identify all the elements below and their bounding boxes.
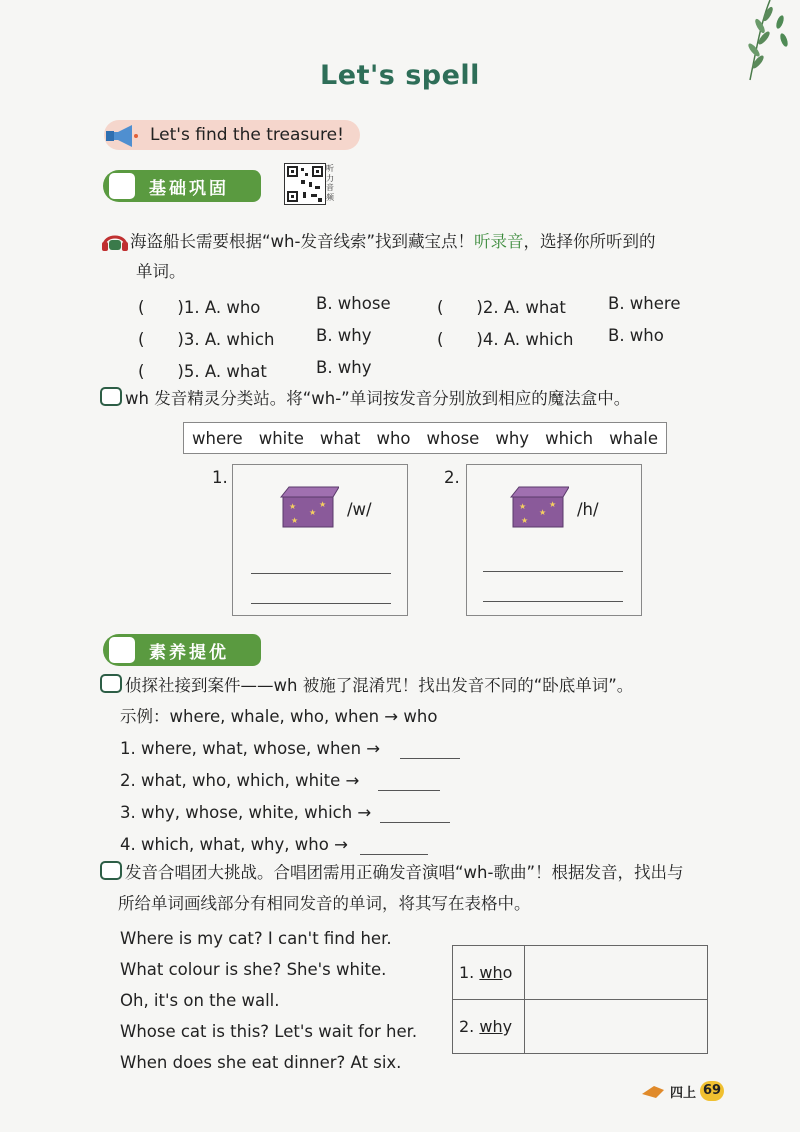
box-2-number: 2.: [444, 468, 460, 487]
word-bank-item: whale: [609, 428, 658, 448]
banner-text: Let's find the treasure!: [150, 125, 344, 145]
section-badge-basic: [103, 170, 261, 202]
page-footer: [640, 1081, 724, 1101]
trophy-icon: [109, 637, 135, 663]
answer-line[interactable]: [483, 571, 623, 572]
qr-code-icon[interactable]: [284, 163, 326, 205]
word-bank-item: who: [376, 428, 411, 448]
answer-line[interactable]: [380, 822, 450, 823]
magic-box-h: [466, 464, 642, 616]
underlined-part: wh: [479, 963, 503, 982]
table-cell-word: [453, 1000, 525, 1054]
table-cell-answer[interactable]: [525, 946, 708, 1000]
q3-example: 示例：where, whale, who, when → who: [120, 707, 438, 726]
svg-text:★: ★: [519, 502, 527, 511]
word-bank-item: which: [545, 428, 594, 448]
gift-box-icon: [279, 485, 339, 529]
svg-text:★: ★: [521, 516, 529, 525]
box-1-number: 1.: [212, 468, 228, 487]
table-cell-answer[interactable]: [525, 1000, 708, 1054]
song-line: What colour is she? She's white.: [120, 960, 387, 979]
notebook-icon: [109, 173, 135, 199]
q1-item-5-b: B. why: [316, 358, 372, 377]
q1-item-3-a[interactable]: ( )3. A. which: [138, 330, 275, 349]
row-number: 2.: [459, 1017, 480, 1036]
table-row: [453, 946, 708, 1000]
svg-text:★: ★: [289, 502, 297, 511]
q1-item-1-b: B. whose: [316, 294, 391, 313]
answer-line[interactable]: [483, 601, 623, 602]
bird-icon: [640, 1082, 666, 1100]
q2-number-icon: [100, 387, 122, 406]
q4-text-a: 发音合唱团大挑战。合唱团需用正确发音演唱“wh-歌曲”！根据发音，找出与: [125, 863, 684, 882]
q1-item-2-b: B. where: [608, 294, 681, 313]
table-cell-word: [453, 946, 525, 1000]
gift-box-icon: [509, 485, 569, 529]
answer-line[interactable]: [251, 573, 391, 574]
section-badge-label: 基础巩固: [149, 178, 229, 199]
word-rest: y: [502, 1017, 513, 1036]
word-bank-item: why: [495, 428, 530, 448]
word-bank-item: whose: [426, 428, 480, 448]
q1-item-4-a[interactable]: ( )4. A. which: [437, 330, 574, 349]
qr-side-text: 听力音频: [326, 164, 334, 202]
word-bank-item: white: [258, 428, 304, 448]
word-bank: [183, 422, 667, 454]
row-number: 1.: [459, 963, 480, 982]
q1-text-a: 海盗船长需要根据“wh-发音线索”找到藏宝点！: [130, 232, 475, 251]
song-line: Whose cat is this? Let's wait for her.: [120, 1022, 418, 1041]
q4-instruction: [100, 858, 760, 888]
underlined-part: wh: [479, 1017, 503, 1036]
section-badge-advanced: [103, 634, 261, 666]
q1-instruction: [130, 227, 750, 257]
q3-text: 侦探社接到案件——wh 被施了混淆咒！找出发音不同的“卧底单词”。: [125, 676, 634, 695]
q1-item-4-b: B. who: [608, 326, 664, 345]
q1-listen-text: 听录音: [474, 232, 524, 251]
answer-line[interactable]: [378, 790, 440, 791]
q1-item-5-a[interactable]: ( )5. A. what: [138, 362, 267, 381]
word-bank-item: where: [192, 428, 243, 448]
svg-text:★: ★: [539, 508, 547, 517]
svg-text:★: ★: [319, 500, 327, 509]
q1-item-3-b: B. why: [316, 326, 372, 345]
song-line: Oh, it's on the wall.: [120, 991, 280, 1010]
song-line: Where is my cat? I can't find her.: [120, 929, 392, 948]
q3-instruction: [100, 671, 740, 701]
headphones-icon: [100, 228, 130, 252]
q2-instruction: [100, 384, 740, 414]
svg-text:★: ★: [291, 516, 299, 525]
svg-text:★: ★: [309, 508, 317, 517]
q1-text-c: 单词。: [136, 262, 186, 281]
grade-label: 四上: [670, 1085, 697, 1101]
q1-item-2-a[interactable]: ( )2. A. what: [437, 298, 566, 317]
magic-box-w: [232, 464, 408, 616]
q3-number-icon: [100, 674, 122, 693]
q4-number-icon: [100, 861, 122, 880]
q1-text-b: ，选择你所听到的: [523, 232, 656, 251]
table-row: [453, 1000, 708, 1054]
box-1-sound: /w/: [347, 500, 372, 519]
megaphone-icon: [104, 123, 140, 149]
song-line: When does she eat dinner? At six.: [120, 1053, 402, 1072]
q3-item-4: 4. which, what, why, who →: [120, 835, 348, 854]
q4-text-b: 所给单词画线部分有相同发音的单词，将其写在表格中。: [118, 894, 531, 913]
box-2-sound: /h/: [577, 500, 599, 519]
answer-line[interactable]: [360, 854, 428, 855]
word-bank-item: what: [319, 428, 361, 448]
answer-line[interactable]: [400, 758, 460, 759]
q3-item-1: 1. where, what, whose, when →: [120, 739, 381, 758]
section-badge-label: 素养提优: [149, 642, 229, 663]
svg-text:★: ★: [549, 500, 557, 509]
q2-text: wh 发音精灵分类站。将“wh-”单词按发音分别放到相应的魔法盒中。: [125, 389, 631, 408]
answer-table: [452, 945, 708, 1054]
page-title: Let's spell: [320, 60, 480, 91]
q1-item-1-a[interactable]: ( )1. A. who: [138, 298, 261, 317]
q3-item-3: 3. why, whose, white, which →: [120, 803, 372, 822]
q3-item-2: 2. what, who, which, white →: [120, 771, 360, 790]
word-rest: o: [502, 963, 513, 982]
page-number: 69: [700, 1081, 724, 1101]
answer-line[interactable]: [251, 603, 391, 604]
